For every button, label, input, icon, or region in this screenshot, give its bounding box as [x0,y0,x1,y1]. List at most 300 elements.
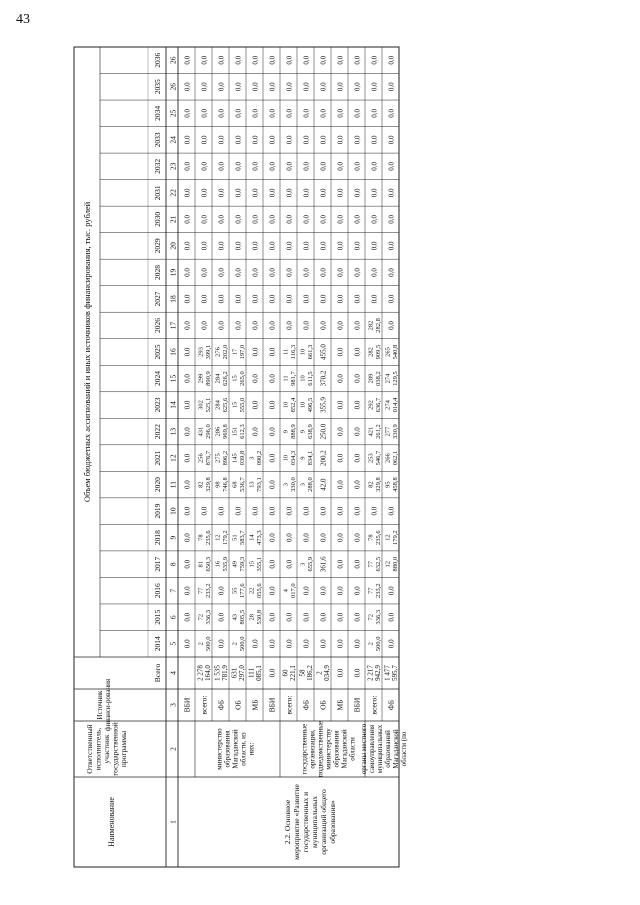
value-cell: 293 [197,347,205,357]
value-cell: 82 [367,481,375,488]
value-cell: 55 [231,587,239,594]
value-cell: 0,0 [234,215,243,224]
page-number: 43 [16,12,30,27]
value-cell: 0,0 [353,612,362,622]
value-cell: 0,0 [183,188,192,198]
executor-cell: Магаданской [231,729,240,769]
value-cell: 0,0 [217,108,226,118]
value-cell: 235,6 [375,530,382,545]
source-cell: ВБИ [267,697,277,713]
value-cell: 0,0 [217,215,226,224]
value-cell: 0,0 [183,161,192,171]
value-cell: 10 [299,401,307,409]
executor-cell: образования [223,730,232,768]
value-cell: 793,1 [256,477,263,492]
value-cell: 3 [299,562,307,566]
value-cell: 10 [282,401,290,409]
value-cell: 288,0 [307,477,314,492]
value-cell: 0,0 [387,506,396,516]
value-cell: 0,0 [251,639,260,649]
value-cell: 43 [231,613,239,621]
value-cell: 0,0 [200,188,209,198]
header-year-2034: 2034 [153,105,162,121]
column-number: 26 [168,83,178,91]
value-cell: 68 [231,481,239,488]
executor-cell: них: [247,742,256,756]
value-cell: 0,0 [268,586,277,596]
value-cell: 0,0 [387,612,396,622]
column-number: 8 [168,562,178,567]
value-cell: 0,0 [183,135,192,145]
value-cell: 0,0 [336,294,345,304]
value-cell: 0,0 [336,321,345,330]
value-cell: 431 [197,426,205,437]
value-cell: 0,0 [183,559,192,569]
column-number: 18 [168,295,178,303]
value-cell: 200,2 [319,450,328,466]
value-cell: 0,0 [183,639,192,649]
executor-cell: органы местного [360,723,368,775]
source-cell: МБ [335,699,345,711]
value-cell: 9 [299,456,307,460]
header-year-2023: 2023 [153,397,162,413]
value-cell: 655,9 [307,556,314,572]
value-cell: 10 [299,375,307,382]
header-source: Источник [96,690,104,720]
value-cell: 275 [214,453,222,463]
total-cell: 942,9 [374,665,382,681]
value-cell: 0,0 [302,533,311,543]
value-cell: 0,0 [183,241,192,251]
value-cell: 179,2 [392,530,399,545]
value-cell: 0,0 [387,161,396,171]
value-cell: 0,0 [336,612,345,622]
header-source: финанси-рования [104,678,112,732]
executor-cell: организации, [308,729,317,769]
value-cell: 638,9 [307,424,314,439]
value-cell: 626,2 [222,371,229,386]
value-cell: 0,0 [370,82,379,92]
value-cell: 0,0 [336,559,345,569]
value-cell: 0,0 [353,135,362,145]
value-cell: 0,0 [302,215,311,224]
value-cell: 330,9 [392,424,399,439]
value-cell: 0,0 [302,612,311,622]
value-cell: 0,0 [217,586,226,596]
header-year-2014: 2014 [153,636,162,652]
value-cell: 233,2 [375,583,382,599]
value-cell: 0,0 [302,294,311,304]
header-year-2036: 2036 [153,52,162,68]
value-cell: 0,0 [217,188,226,198]
value-cell: 0,0 [387,639,396,649]
value-cell: 265 [384,347,392,357]
value-cell: 11 [282,348,290,356]
executor-cell: области (по [400,731,408,767]
value-cell: 0,0 [285,321,294,330]
value-cell: 038,2 [375,371,382,386]
value-cell: 0,0 [268,427,277,436]
value-cell: 0,0 [353,82,362,92]
value-cell: 0,0 [251,188,260,198]
value-cell: 055,6 [256,583,263,599]
value-cell: 0,0 [336,453,345,463]
header-executor: участник [102,734,111,764]
value-cell: 77 [367,560,375,568]
column-number: 19 [168,268,178,277]
value-cell: 0,0 [387,108,396,118]
value-cell: 77 [367,587,375,594]
value-cell: 0,0 [285,612,294,622]
column-number: 26 [168,56,178,65]
value-cell: 0,0 [183,533,192,543]
header-year-2027: 2027 [153,291,162,307]
value-cell: 746,8 [222,477,229,492]
value-cell: 0,0 [251,215,260,224]
activity-name: мероприятие «Развитие [292,784,301,860]
value-cell: 296,0 [205,424,212,439]
header-year-2021: 2021 [153,450,162,466]
value-cell: 0,0 [285,215,294,224]
value-cell: 28 [248,613,256,621]
column-number: 23 [168,162,178,171]
value-cell: 286 [214,426,222,437]
value-cell: 0,0 [387,241,396,251]
value-cell: 612,3 [239,424,246,439]
value-cell: 611,5 [307,371,314,386]
value-cell: 0,0 [200,215,209,224]
value-cell: 0,0 [268,374,277,383]
header-funding-title: Объем бюджетных ассигнований и иных источников финансирования, тыс. рублей [82,201,92,503]
value-cell: 0,0 [302,135,311,145]
value-cell: 0,0 [353,559,362,569]
column-number: 5 [168,641,178,646]
value-cell: 250,0 [319,423,328,440]
value-cell: 15 [231,401,239,409]
value-cell: 0,0 [200,241,209,251]
value-cell: 0,0 [285,161,294,171]
total-cell: 60 [281,669,290,677]
value-cell: 15 [248,560,256,568]
header-name: Наименование [107,797,116,847]
value-cell: 0,0 [319,639,328,649]
value-cell: 22 [248,587,256,594]
header-year-2035: 2035 [153,79,162,95]
value-cell: 0,0 [353,427,362,436]
value-cell: 282 [367,347,375,357]
value-cell: 455,0 [319,344,328,360]
value-cell: 0,0 [370,268,379,277]
header-executor: исполнитель, [93,727,103,771]
value-cell: 0,0 [370,188,379,198]
value-cell: 0,0 [285,135,294,145]
value-cell: 0,0 [217,241,226,251]
value-cell: 289 [367,373,375,384]
header-year-2016: 2016 [153,583,162,599]
value-cell: 500,0 [239,636,246,652]
value-cell: 017,0 [290,583,297,599]
value-cell: 0,0 [285,268,294,277]
value-cell: 890,9 [205,371,212,386]
source-cell: ОБ [318,700,328,710]
activity-name: муниципальных [310,796,319,848]
value-cell: 282,8 [375,318,382,333]
header-year-2025: 2025 [153,344,162,360]
value-cell: 0,0 [183,400,192,410]
value-cell: 0,0 [285,188,294,198]
value-cell: 0,0 [200,161,209,171]
value-cell: 0,0 [353,347,362,357]
column-number: 25 [168,109,178,118]
value-cell: 0,0 [319,586,328,596]
value-cell: 0,0 [217,55,226,65]
value-cell: 0,0 [336,268,345,277]
column-number: 1 [168,820,178,824]
value-cell: 0,0 [319,55,328,65]
value-cell: 500,0 [205,636,212,652]
total-cell: 164,0 [204,665,212,681]
value-cell: 0,0 [336,480,345,489]
header-total: Всего [153,663,162,683]
total-cell: 595,7 [391,665,399,681]
column-number: 13 [168,427,178,436]
total-cell: 0,0 [336,668,345,678]
header-year-2033: 2033 [153,132,162,148]
value-cell: 0,0 [353,506,362,516]
value-cell: 0,0 [183,268,192,277]
value-cell: 090,2 [256,450,263,466]
value-cell: 399,1 [205,344,212,360]
value-cell: 12 [214,534,222,541]
value-cell: 0,0 [336,161,345,171]
value-cell: 0,0 [353,453,362,463]
value-cell: 179,2 [222,530,229,545]
value-cell: 361,6 [319,556,328,573]
executor-cell: министерство [215,728,224,770]
value-cell: 0,0 [319,135,328,145]
header-year-2018: 2018 [153,530,162,546]
value-cell: 17 [231,348,239,356]
value-cell: 0,0 [336,241,345,251]
total-cell: 58 [298,669,307,677]
value-cell: 0,0 [353,374,362,383]
value-cell: 0,0 [336,506,345,516]
value-cell: 0,0 [353,400,362,410]
value-cell: 261,2 [375,424,382,439]
value-cell: 0,0 [319,321,328,330]
value-cell: 0,0 [336,533,345,543]
column-number: 11 [168,480,178,489]
column-number: 20 [168,242,178,250]
value-cell: 0,0 [251,55,260,65]
value-cell: 14 [248,534,256,541]
value-cell: 535,9 [222,556,229,572]
value-cell: 0,0 [353,533,362,543]
value-cell: 0,0 [268,400,277,410]
value-cell: 177,6 [239,583,246,599]
value-cell: 4 [282,589,290,593]
total-cell: 1 535 [213,665,222,681]
value-cell: 0,0 [234,268,243,277]
value-cell: 0,0 [217,294,226,304]
value-cell: 0,0 [251,82,260,92]
value-cell: 625,6 [222,397,229,413]
value-cell: 0,0 [319,161,328,171]
value-cell: 299 [197,373,205,384]
value-cell: 0,0 [268,559,277,569]
total-cell: 631 [230,667,239,679]
value-cell: 292 [367,400,375,410]
value-cell: 266 [384,453,392,463]
value-cell: 51 [231,534,239,541]
value-cell: 555,0 [239,397,246,413]
value-cell: 355,9 [319,397,328,413]
value-cell: 0,0 [302,586,311,596]
column-number: 24 [168,136,178,144]
value-cell: 632,5 [375,556,382,572]
header-year-2029: 2029 [153,238,162,254]
value-cell: 0,0 [285,241,294,251]
value-cell: 0,0 [268,135,277,145]
value-cell: 0,0 [268,188,277,198]
column-number: 9 [168,535,178,540]
value-cell: 0,0 [200,82,209,92]
value-cell: 0,0 [353,215,362,224]
value-cell: 0,0 [251,135,260,145]
value-cell: 0,0 [302,241,311,251]
column-number: 12 [168,454,178,462]
value-cell: 329,8 [375,477,382,492]
value-cell: 0,0 [268,480,277,489]
value-cell: 0,0 [302,321,311,330]
value-cell: 0,0 [251,108,260,118]
executor-cell: министерству [324,728,333,770]
value-cell: 0,0 [200,55,209,65]
value-cell: 0,0 [183,294,192,304]
value-cell: 0,0 [353,188,362,198]
value-cell: 0,0 [217,321,226,330]
value-cell: 0,0 [353,108,362,118]
total-cell: 781,9 [221,665,229,681]
value-cell: 039,8 [239,450,246,466]
executor-cell: самоуправления [368,724,376,774]
value-cell: 0,0 [268,82,277,92]
value-cell: 0,0 [234,321,243,330]
value-cell: 0,0 [268,347,277,357]
header-executor: Ответственный [85,724,94,774]
value-cell: 0,0 [387,215,396,224]
value-cell: 0,0 [370,55,379,65]
value-cell: 0,0 [183,55,192,65]
value-cell: 896,2 [222,450,229,466]
value-cell: 0,0 [319,612,328,622]
source-cell: всего: [369,695,379,715]
value-cell: 0,0 [336,55,345,65]
value-cell: 336,3 [375,609,382,625]
value-cell: 0,0 [353,55,362,65]
value-cell: 72 [197,613,205,621]
source-cell: ВБИ [352,697,362,713]
value-cell: 0,0 [183,108,192,118]
value-cell: 0,0 [285,82,294,92]
executor-cell: области [348,737,357,761]
value-cell: 49 [231,560,239,568]
column-number: 16 [168,348,178,356]
executor-cell: муниципальных [376,724,384,774]
value-cell: 284 [214,400,222,410]
value-cell: 0,0 [336,188,345,198]
activity-name: организаций общего [319,789,328,855]
value-cell: 0,0 [353,639,362,649]
value-cell: 0,0 [319,188,328,198]
value-cell: 0,0 [234,188,243,198]
value-cell: 0,0 [370,294,379,304]
value-cell: 0,0 [183,321,192,330]
value-cell: 0,0 [183,480,192,489]
value-cell: 12 [384,560,392,568]
value-cell: 256 [197,453,205,463]
value-cell: 277 [384,426,392,437]
value-cell: 0,0 [200,135,209,145]
value-cell: 496,5 [307,397,314,413]
value-cell: 0,0 [234,294,243,304]
header-year-2017: 2017 [153,556,162,572]
value-cell: 370,2 [319,370,328,387]
value-cell: 0,0 [302,108,311,118]
value-cell: 034,3 [290,450,297,466]
value-cell: 0,0 [387,55,396,65]
executor-cell: области, из [239,732,248,766]
value-cell: 0,0 [285,533,294,543]
value-cell: 0,0 [336,215,345,224]
value-cell: 336,3 [205,609,212,625]
source-cell: МБ [250,699,260,711]
value-cell: 9 [299,429,307,434]
column-number: 6 [168,615,178,620]
column-number: 22 [168,189,178,197]
value-cell: 650,3 [205,556,212,572]
value-cell: 0,0 [234,135,243,145]
value-cell: 583,7 [239,530,246,545]
value-cell: 95 [384,481,392,488]
value-cell: 0,0 [285,55,294,65]
total-cell: 2 217 [366,665,375,681]
column-number: 2 [168,747,178,751]
value-cell: 78 [197,534,205,541]
value-cell: 0,0 [336,82,345,92]
executor-cell: государственные [300,723,309,775]
value-cell: 0,0 [217,506,226,516]
value-cell: 0,0 [319,241,328,251]
value-cell: 98 [214,481,222,488]
executor-cell: образования [332,730,341,768]
total-cell: 2 [315,671,324,675]
value-cell: 0,0 [336,586,345,596]
value-cell: 458,8 [392,477,399,492]
value-cell: 0,0 [200,108,209,118]
value-cell: 969,8 [222,424,229,439]
value-cell: 888,9 [290,424,297,439]
value-cell: 2 [197,642,205,646]
executor-cell: Магаданской [340,729,349,769]
value-cell: 0,0 [370,135,379,145]
value-cell: 0,0 [353,294,362,304]
value-cell: 72 [367,613,375,621]
value-cell: 0,0 [183,506,192,516]
value-cell: 0,0 [353,268,362,277]
value-cell: 282 [367,320,375,331]
value-cell: 546,7 [375,450,382,466]
